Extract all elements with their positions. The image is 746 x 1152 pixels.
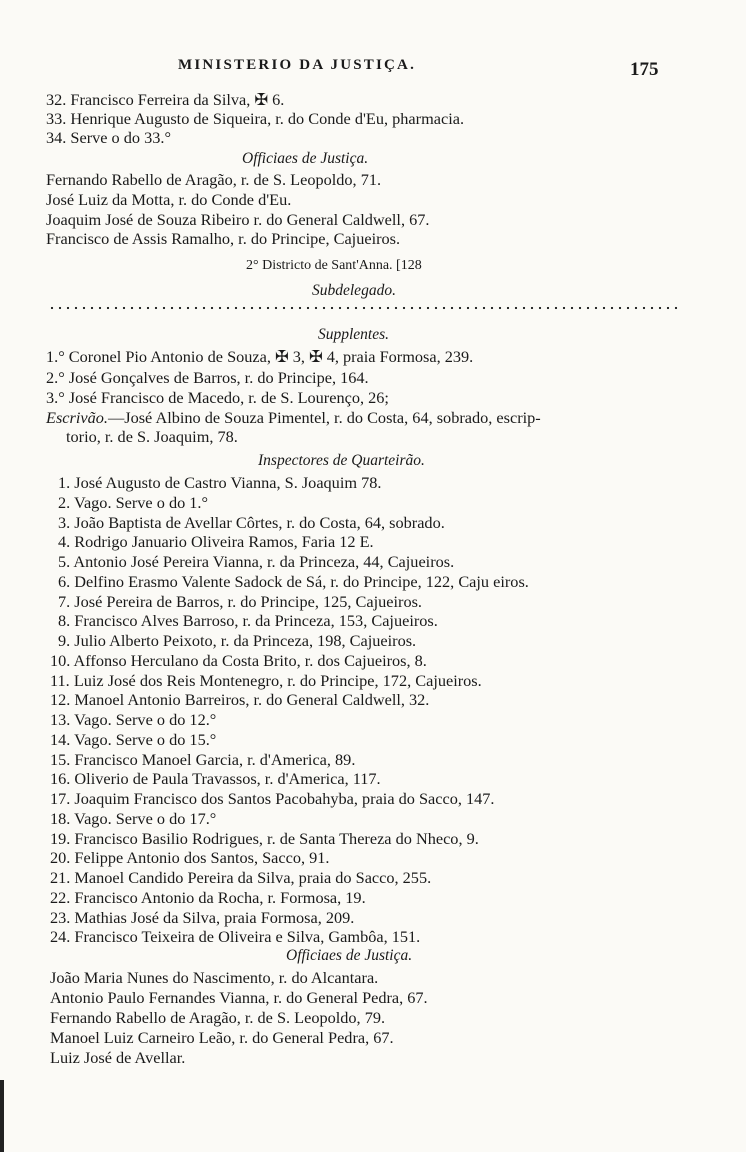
inspector-item: 4. Rodrigo Januario Oliveira Ramos, Faria 12 E. — [58, 532, 374, 551]
inspector-item: 6. Delfino Erasmo Valente Sadock de Sá, r. do Principe, 122, Caju eiros. — [58, 572, 529, 591]
list-item: Fernando Rabello de Aragão, r. de S. Leopoldo, 71. — [46, 170, 382, 189]
binding-edge — [0, 1080, 4, 1152]
inspector-item: 1. José Augusto de Castro Vianna, S. Joaquim 78. — [58, 473, 382, 492]
inspector-item: 9. Julio Alberto Peixoto, r. da Princeza, 198, Cajueiros. — [58, 631, 417, 650]
inspector-item: 7. José Pereira de Barros, r. do Principe, 125, Cajueiros. — [58, 592, 422, 611]
section-heading: Inspectores de Quarteirão. — [258, 452, 425, 469]
inspector-item: 10. Affonso Herculano da Costa Brito, r. dos Cajueiros, 8. — [50, 651, 427, 670]
list-item: João Maria Nunes do Nascimento, r. do Alcantara. — [50, 968, 379, 987]
section-heading: Officiaes de Justiça. — [286, 947, 413, 964]
running-title: MINISTERIO DA JUSTIÇA. — [178, 57, 417, 73]
section-heading: Supplentes. — [318, 326, 390, 343]
escrivao-label: Escrivão. — [46, 408, 108, 427]
section-heading: Officiaes de Justiça. — [242, 150, 369, 167]
escrivao-entry — [46, 408, 541, 427]
inspector-item: 2. Vago. Serve o do 1.° — [58, 493, 209, 512]
inspector-item: 23. Mathias José da Silva, praia Formosa, 209. — [50, 908, 355, 927]
inspector-item: 22. Francisco Antonio da Rocha, r. Formosa, 19. — [50, 888, 366, 907]
list-item: 34. Serve o do 33.° — [46, 128, 171, 147]
inspector-item: 8. Francisco Alves Barroso, r. da Princeza, 153, Cajueiros. — [58, 611, 438, 630]
inspector-item: 17. Joaquim Francisco dos Santos Pacobahyba, praia do Sacco, 147. — [50, 789, 495, 808]
inspector-item: 15. Francisco Manoel Garcia, r. d'America, 89. — [50, 750, 356, 769]
list-item: 2.° José Gonçalves de Barros, r. do Principe, 164. — [46, 368, 369, 387]
list-item: 33. Henrique Augusto de Siqueira, r. do Conde d'Eu, pharmacia. — [46, 109, 465, 128]
list-item: 3.° José Francisco de Macedo, r. de S. Lourenço, 26; — [46, 388, 389, 407]
inspector-item: 3. João Baptista de Avellar Côrtes, r. do Costa, 64, sobrado. — [58, 513, 445, 532]
section-heading: Subdelegado. — [312, 282, 396, 299]
list-item: Antonio Paulo Fernandes Vianna, r. do General Pedra, 67. — [50, 988, 428, 1007]
list-item: 1.° Coronel Pio Antonio de Souza, ✠ 3, ✠ 4, praia Formosa, 239. — [46, 347, 474, 366]
inspector-item: 20. Felippe Antonio dos Santos, Sacco, 91. — [50, 848, 330, 867]
page-number: 175 — [630, 59, 659, 80]
list-item: 32. Francisco Ferreira da Silva, ✠ 6. — [46, 90, 285, 109]
inspector-item: 24. Francisco Teixeira de Oliveira e Silva, Gambôa, 151. — [50, 927, 421, 946]
escrivao-continuation: torio, r. de S. Joaquim, 78. — [66, 427, 238, 446]
inspector-item: 19. Francisco Basilio Rodrigues, r. de Santa Thereza do Nheco, 9. — [50, 829, 479, 848]
inspector-item: 5. Antonio José Pereira Vianna, r. da Princeza, 44, Cajueiros. — [58, 552, 455, 571]
list-item: Manoel Luiz Carneiro Leão, r. do General Pedra, 67. — [50, 1028, 394, 1047]
inspector-item: 21. Manoel Candido Pereira da Silva, praia do Sacco, 255. — [50, 868, 432, 887]
list-item: Joaquim José de Souza Ribeiro r. do General Caldwell, 67. — [46, 210, 430, 229]
list-item: José Luiz da Motta, r. do Conde d'Eu. — [46, 190, 292, 209]
inspector-item: 11. Luiz José dos Reis Montenegro, r. do Principe, 172, Cajueiros. — [50, 671, 482, 690]
dotted-leader — [48, 306, 680, 310]
inspector-item: 14. Vago. Serve o do 15.° — [50, 730, 217, 749]
list-item: Francisco de Assis Ramalho, r. do Principe, Cajueiros. — [46, 229, 401, 248]
district-heading: 2° Districto de Sant'Anna. [128 — [246, 258, 422, 273]
escrivao-text: —José Albino de Souza Pimentel, r. do Costa, 64, sobrado, escrip- — [107, 408, 541, 427]
inspector-item: 16. Oliverio de Paula Travassos, r. d'America, 117. — [50, 769, 381, 788]
list-item: Luiz José de Avellar. — [50, 1048, 186, 1067]
list-item: Fernando Rabello de Aragão, r. de S. Leopoldo, 79. — [50, 1008, 386, 1027]
page-header — [0, 57, 746, 81]
inspector-item: 18. Vago. Serve o do 17.° — [50, 809, 217, 828]
inspector-item: 12. Manoel Antonio Barreiros, r. do General Caldwell, 32. — [50, 690, 430, 709]
inspector-item: 13. Vago. Serve o do 12.° — [50, 710, 217, 729]
